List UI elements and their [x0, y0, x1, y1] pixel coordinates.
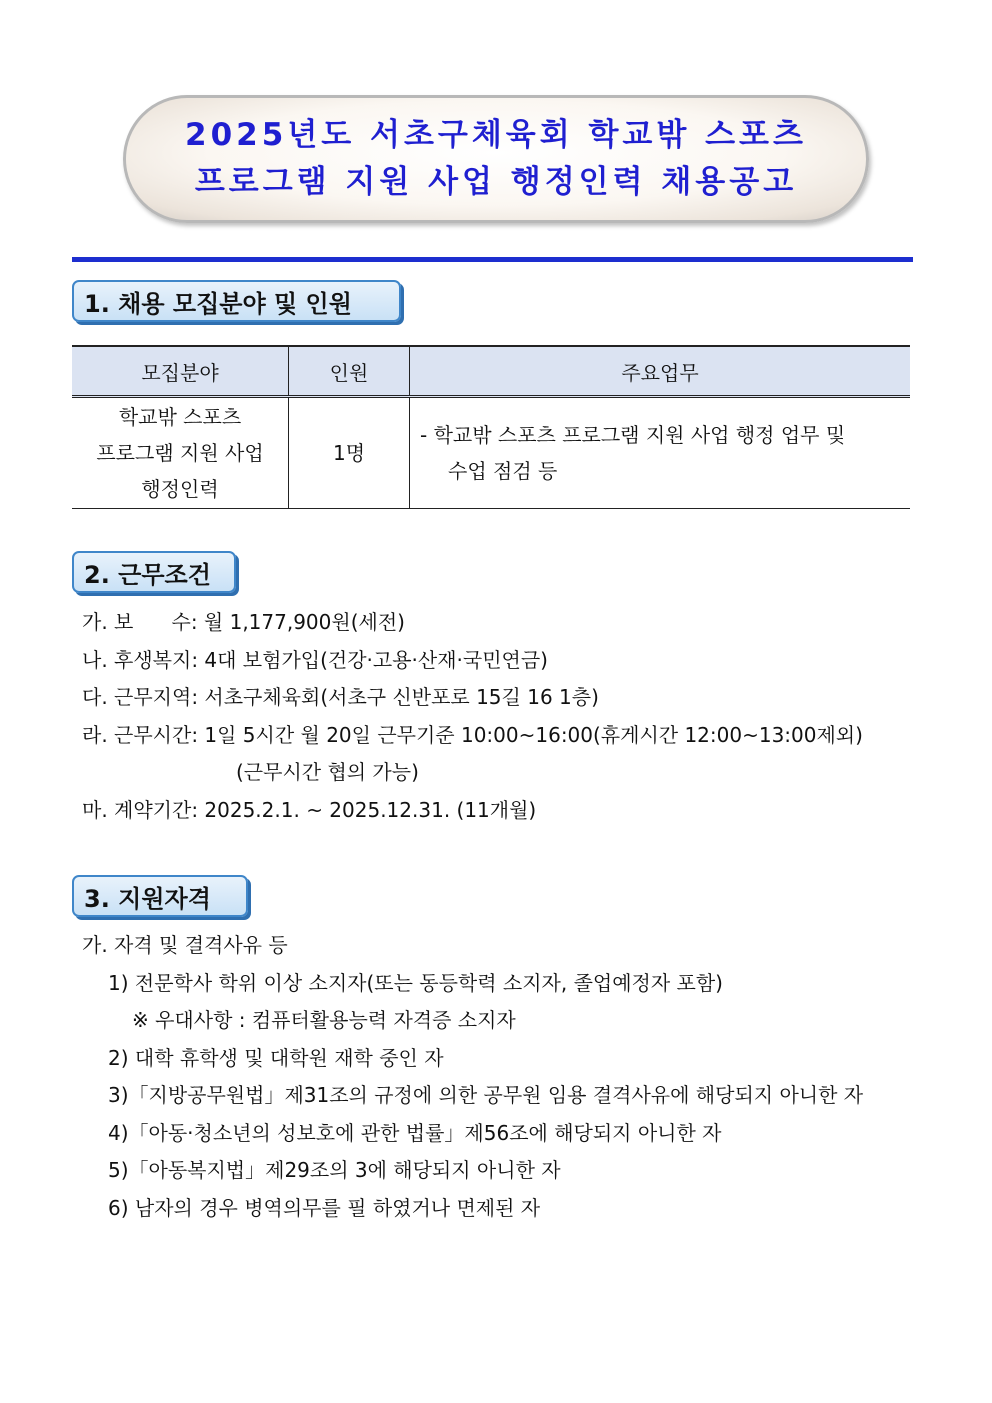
- qualification-item: 4)「아동·청소년의 성보호에 관한 법률」제56조에 해당되지 아니한 자: [108, 1121, 722, 1145]
- cell-field: [72, 397, 289, 509]
- section2-heading: 2. 근무조건: [72, 551, 236, 593]
- title-divider: [72, 257, 913, 262]
- qualification-item: 5)「아동복지법」제29조의 3에 해당되지 아니한 자: [108, 1158, 561, 1182]
- title-line-1: 2025년도 서초구체육회 학교밖 스포츠: [185, 117, 807, 153]
- qualification-intro: 가. 자격 및 결격사유 등: [82, 933, 288, 957]
- title-line-2: 프로그램 지원 사업 행정인력 채용공고: [194, 164, 798, 200]
- qualification-item: 1) 전문학사 학위 이상 소지자(또는 동등학력 소지자, 졸업예정자 포함): [108, 971, 723, 995]
- cell-count: 1명: [289, 397, 410, 509]
- table-header-row: [72, 346, 910, 397]
- duty-line: - 학교밖 스포츠 프로그램 지원 사업 행정 업무 및: [420, 423, 846, 447]
- header-count: 인원: [289, 346, 410, 397]
- section3-heading: 3. 지원자격: [72, 875, 248, 917]
- cell-duty: [410, 397, 911, 509]
- condition-note: (근무시간 협의 가능): [236, 760, 419, 784]
- condition-item: 다. 근무지역: 서초구체육회(서초구 신반포로 15길 16 1층): [82, 685, 599, 709]
- header-field: 모집분야: [72, 346, 289, 397]
- condition-item: 가. 보 수: 월 1,177,900원(세전): [82, 610, 405, 634]
- title-banner: [123, 95, 869, 223]
- table-row: [72, 397, 910, 509]
- recruit-table: [72, 345, 910, 509]
- duty-line: 수업 점검 등: [448, 459, 558, 483]
- qualification-note: ※ 우대사항 : 컴퓨터활용능력 자격증 소지자: [132, 1008, 516, 1032]
- section1-heading: 1. 채용 모집분야 및 인원: [72, 280, 401, 322]
- qualification-item: 6) 남자의 경우 병역의무를 필 하였거나 면제된 자: [108, 1196, 541, 1220]
- field-line: 학교밖 스포츠: [118, 405, 242, 429]
- condition-item: 나. 후생복지: 4대 보험가입(건강·고용·산재·국민연금): [82, 648, 548, 672]
- field-line: 프로그램 지원 사업: [96, 441, 264, 465]
- qualification-item: 2) 대학 휴학생 및 대학원 재학 중인 자: [108, 1046, 444, 1070]
- qualification-item: 3)「지방공무원법」제31조의 규정에 의한 공무원 임용 결격사유에 해당되지 아니한 자: [108, 1083, 864, 1107]
- field-line: 행정인력: [141, 477, 219, 501]
- condition-item: 라. 근무시간: 1일 5시간 월 20일 근무기준 10:00~16:00(휴게시간 12:00~13:00제외): [82, 723, 863, 747]
- header-duty: 주요업무: [410, 346, 911, 397]
- condition-item: 마. 계약기간: 2025.2.1. ~ 2025.12.31. (11개월): [82, 798, 537, 822]
